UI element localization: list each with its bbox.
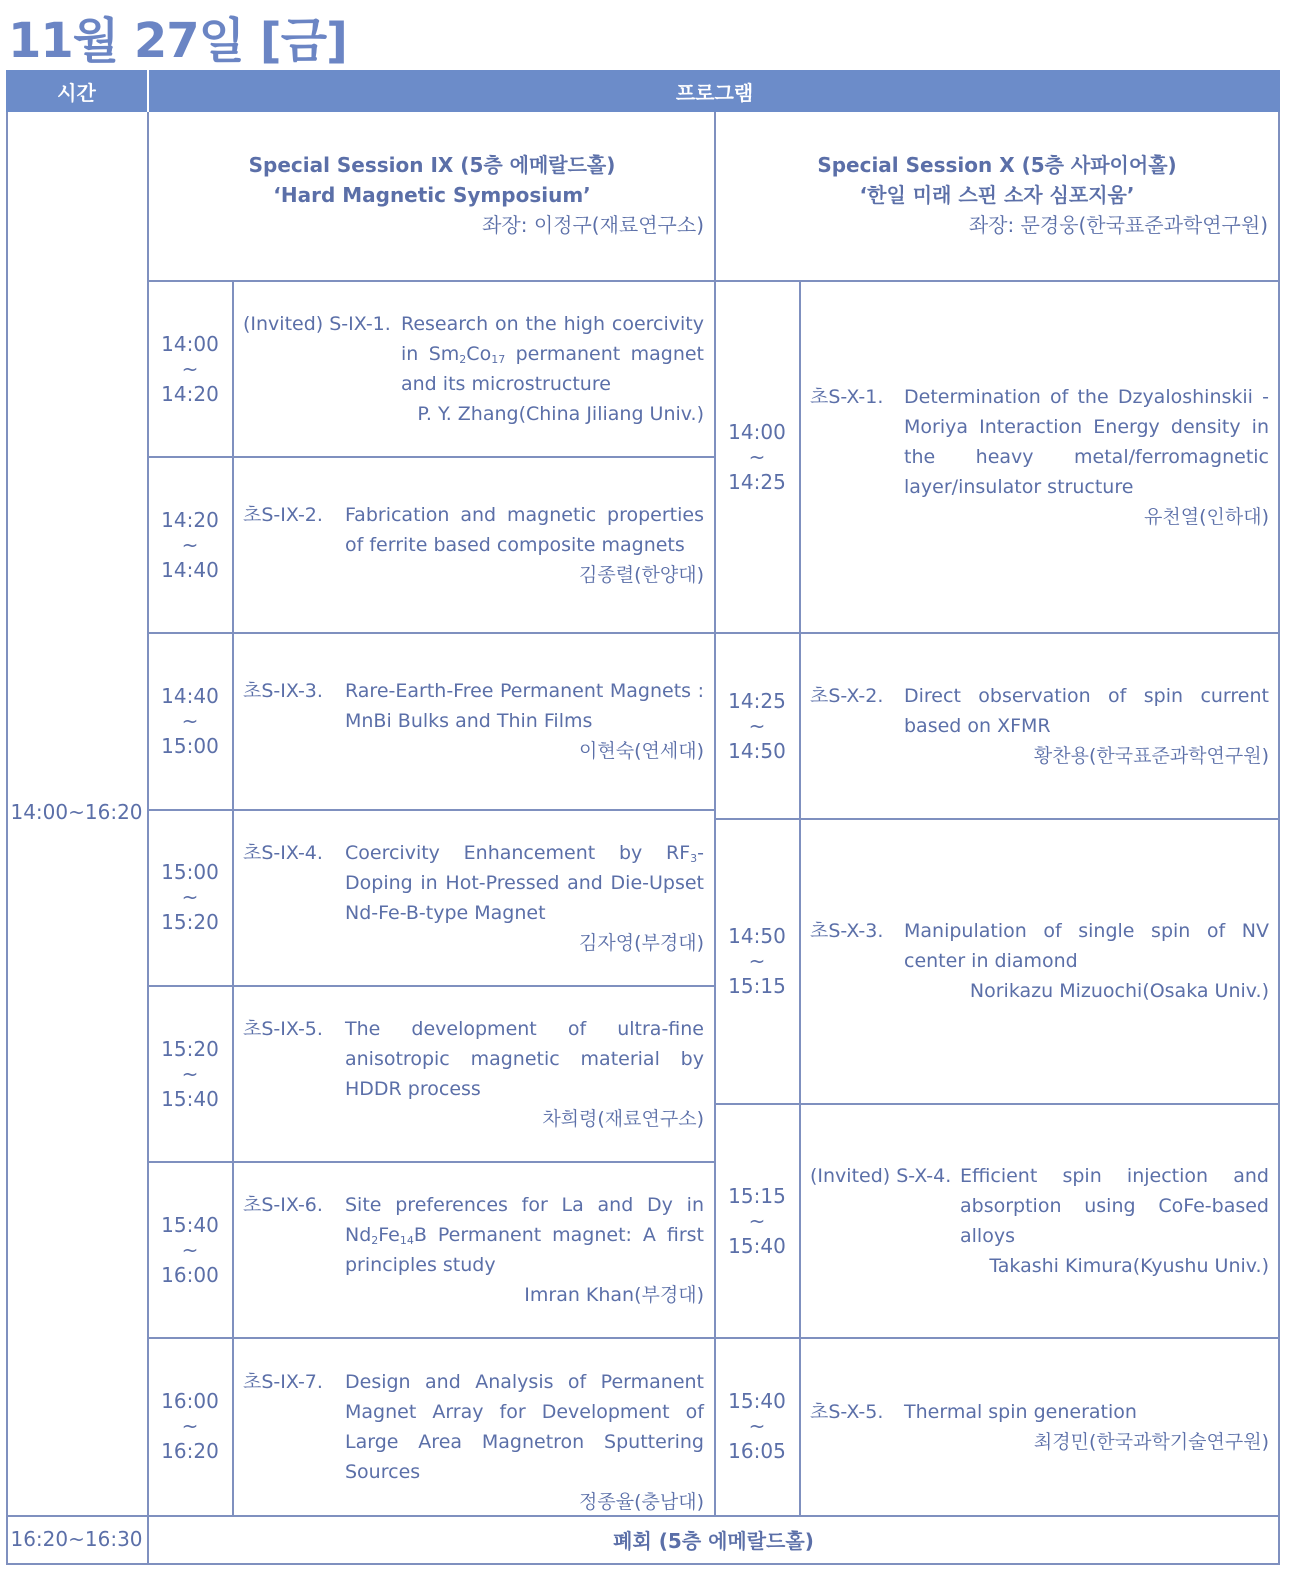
talk-author: 최경민(한국과학기술연구원) — [1033, 1431, 1269, 1453]
talk-time — [148, 684, 232, 759]
talk-code: 초S-X-1. — [810, 386, 884, 408]
time-sep: ~ — [748, 1209, 766, 1233]
talk-code: (Invited) S-X-4. — [810, 1165, 952, 1187]
session-x-theme: ‘한일 미래 스핀 소자 심포지움’ — [859, 183, 1135, 207]
talk-code: 초S-IX-2. — [243, 504, 323, 526]
time-sep: ~ — [181, 709, 199, 733]
time-sep: ~ — [181, 1062, 199, 1086]
talk-code: 초S-X-3. — [810, 920, 884, 942]
talk-entry — [810, 382, 1269, 532]
talk-time — [148, 1037, 232, 1112]
time-sep: ~ — [748, 949, 766, 973]
time-sep: ~ — [181, 533, 199, 557]
title-part: -Doping in Hot-Pressed and Die-Upset Nd-Fe-B-type Magnet — [345, 842, 704, 924]
talk-author: P. Y. Zhang(China Jiliang Univ.) — [417, 403, 704, 425]
grid-line — [147, 1337, 1280, 1339]
talk-entry — [243, 309, 704, 429]
grid-line — [147, 809, 714, 811]
talk-author: 김종렬(한양대) — [579, 564, 704, 586]
talk-entry — [810, 1161, 1269, 1281]
time-start: 14:20 — [161, 508, 219, 532]
session-x-name: Special Session X (5층 사파이어홀) — [817, 153, 1177, 177]
page-title: 11월 27일 [금] — [8, 13, 347, 69]
talk-author: 황찬용(한국표준과학연구원) — [1033, 745, 1269, 767]
talk-title — [401, 309, 704, 399]
talk-title — [345, 1190, 704, 1280]
talk-entry — [810, 916, 1269, 1006]
talk-time — [715, 1389, 799, 1464]
talk-author: 김자영(부경대) — [579, 932, 704, 954]
time-sep: ~ — [181, 885, 199, 909]
grid-line — [147, 112, 149, 1564]
grid-line — [232, 281, 234, 1516]
grid-line — [147, 985, 714, 987]
talk-title: Design and Analysis of Permanent Magnet Array for Development of Large Area Magnetron Sputtering Sources — [345, 1371, 704, 1483]
talk-code: 초S-IX-4. — [243, 842, 323, 864]
talk-author: 차희령(재료연구소) — [542, 1108, 704, 1130]
time-start: 15:15 — [728, 1184, 786, 1208]
time-start: 14:40 — [161, 684, 219, 708]
grid-line — [714, 112, 716, 1516]
talk-title: Thermal spin generation — [904, 1401, 1137, 1423]
session-ix-theme: ‘Hard Magnetic Symposium’ — [273, 183, 591, 207]
grid-line — [6, 1563, 1280, 1565]
time-end: 15:40 — [161, 1087, 219, 1111]
talk-entry — [243, 838, 704, 958]
talk-time — [148, 1389, 232, 1464]
grid-line — [714, 1103, 1280, 1105]
grid-line — [1278, 112, 1280, 1564]
talk-time — [148, 1213, 232, 1288]
time-sep: ~ — [181, 1414, 199, 1438]
talk-author: Imran Khan(부경대) — [524, 1284, 704, 1306]
time-start: 15:00 — [161, 860, 219, 884]
time-sep: ~ — [748, 445, 766, 469]
talk-author: Norikazu Mizuochi(Osaka Univ.) — [969, 980, 1269, 1002]
talk-time — [148, 508, 232, 583]
talk-title: Rare-Earth-Free Permanent Magnets : MnBi Bulks and Thin Films — [345, 680, 704, 732]
talk-entry — [810, 1397, 1269, 1457]
talk-title: Determination of the Dzyaloshinskii -Moriya Interaction Energy density in the heavy metal/ferromagnetic layer/insulator structure — [904, 386, 1269, 498]
time-start: 15:40 — [728, 1389, 786, 1413]
header-program: 프로그램 — [149, 70, 1280, 112]
talk-time — [715, 689, 799, 764]
talk-code: 초S-X-2. — [810, 685, 884, 707]
closing-time: 16:20~16:30 — [10, 1527, 143, 1551]
talk-time — [148, 860, 232, 935]
time-end: 16:05 — [728, 1439, 786, 1463]
time-end: 14:50 — [728, 739, 786, 763]
time-sep: ~ — [748, 1414, 766, 1438]
subscript: 2 — [459, 353, 467, 366]
talk-entry — [243, 676, 704, 766]
time-start: 16:00 — [161, 1389, 219, 1413]
time-end: 14:25 — [728, 470, 786, 494]
talk-title: Manipulation of single spin of NV center in diamond — [904, 920, 1269, 972]
subscript: 17 — [491, 353, 506, 366]
grid-line — [147, 456, 714, 458]
time-sep: ~ — [181, 1238, 199, 1262]
grid-line — [714, 818, 1280, 820]
overall-time: 14:00~16:20 — [10, 800, 143, 824]
subscript: 14 — [399, 1234, 414, 1247]
time-end: 14:20 — [161, 382, 219, 406]
time-start: 14:25 — [728, 689, 786, 713]
talk-entry — [810, 681, 1269, 771]
talk-code: 초S-IX-6. — [243, 1194, 323, 1216]
time-start: 15:20 — [161, 1037, 219, 1061]
grid-line — [147, 632, 1280, 634]
talk-title: Direct observation of spin current based on XFMR — [904, 685, 1269, 737]
title-part: Coercivity Enhancement by RF — [345, 842, 691, 864]
title-part: Fe — [378, 1224, 400, 1246]
session-ix-name: Special Session IX (5층 에메랄드홀) — [248, 153, 616, 177]
time-sep: ~ — [181, 357, 199, 381]
time-start: 15:40 — [161, 1213, 219, 1237]
grid-line — [147, 280, 1280, 282]
header-time: 시간 — [6, 70, 147, 112]
grid-line — [6, 112, 8, 1564]
talk-entry — [243, 1367, 704, 1517]
session-x-chair: 좌장: 문경웅(한국표준과학연구원) — [968, 213, 1268, 237]
talk-entry — [243, 1190, 704, 1310]
talk-title — [345, 838, 704, 928]
time-end: 16:20 — [161, 1439, 219, 1463]
grid-line — [799, 281, 801, 1516]
talk-time — [715, 1184, 799, 1259]
title-part: Research on the high coercivity in Sm — [401, 313, 704, 365]
talk-time — [715, 924, 799, 999]
talk-author: 정종율(충남대) — [579, 1491, 704, 1513]
talk-author: 이현숙(연세대) — [579, 740, 704, 762]
talk-title: The development of ultra-fine anisotropic magnetic material by HDDR process — [345, 1018, 704, 1100]
talk-entry — [243, 500, 704, 590]
title-part: B Permanent magnet: A first principles study — [345, 1224, 704, 1276]
subscript: 3 — [690, 852, 698, 865]
talk-author: 유천열(인하대) — [1144, 506, 1269, 528]
session-ix-chair: 좌장: 이정구(재료연구소) — [482, 213, 704, 237]
time-start: 14:50 — [728, 924, 786, 948]
title-part: permanent magnet and its microstructure — [401, 343, 704, 395]
talk-author: Takashi Kimura(Kyushu Univ.) — [989, 1255, 1269, 1277]
talk-entry — [243, 1014, 704, 1134]
title-part: Site preferences for La and Dy in Nd — [345, 1194, 704, 1246]
time-end: 15:15 — [728, 974, 786, 998]
talk-title: Fabrication and magnetic properties of ferrite based composite magnets — [345, 504, 704, 556]
talk-code: 초S-X-5. — [810, 1401, 884, 1423]
talk-code: 초S-IX-7. — [243, 1371, 323, 1393]
grid-line — [147, 1161, 714, 1163]
time-end: 15:40 — [728, 1234, 786, 1258]
talk-code: (Invited) S-IX-1. — [243, 313, 391, 335]
talk-time — [715, 420, 799, 495]
time-start: 14:00 — [161, 332, 219, 356]
title-part: Co — [466, 343, 492, 365]
time-start: 14:00 — [728, 420, 786, 444]
closing-label: 폐회 (5층 에메랄드홀) — [613, 1529, 814, 1553]
time-end: 15:00 — [161, 734, 219, 758]
time-end: 16:00 — [161, 1263, 219, 1287]
time-end: 14:40 — [161, 558, 219, 582]
session-x-header — [716, 150, 1278, 240]
subscript: 2 — [371, 1234, 379, 1247]
talk-time — [148, 332, 232, 407]
talk-code: 초S-IX-5. — [243, 1018, 323, 1040]
time-end: 15:20 — [161, 910, 219, 934]
talk-code: 초S-IX-3. — [243, 680, 323, 702]
session-ix-header — [150, 150, 714, 240]
time-sep: ~ — [748, 714, 766, 738]
talk-title: Efficient spin injection and absorption using CoFe-based alloys — [960, 1165, 1269, 1247]
